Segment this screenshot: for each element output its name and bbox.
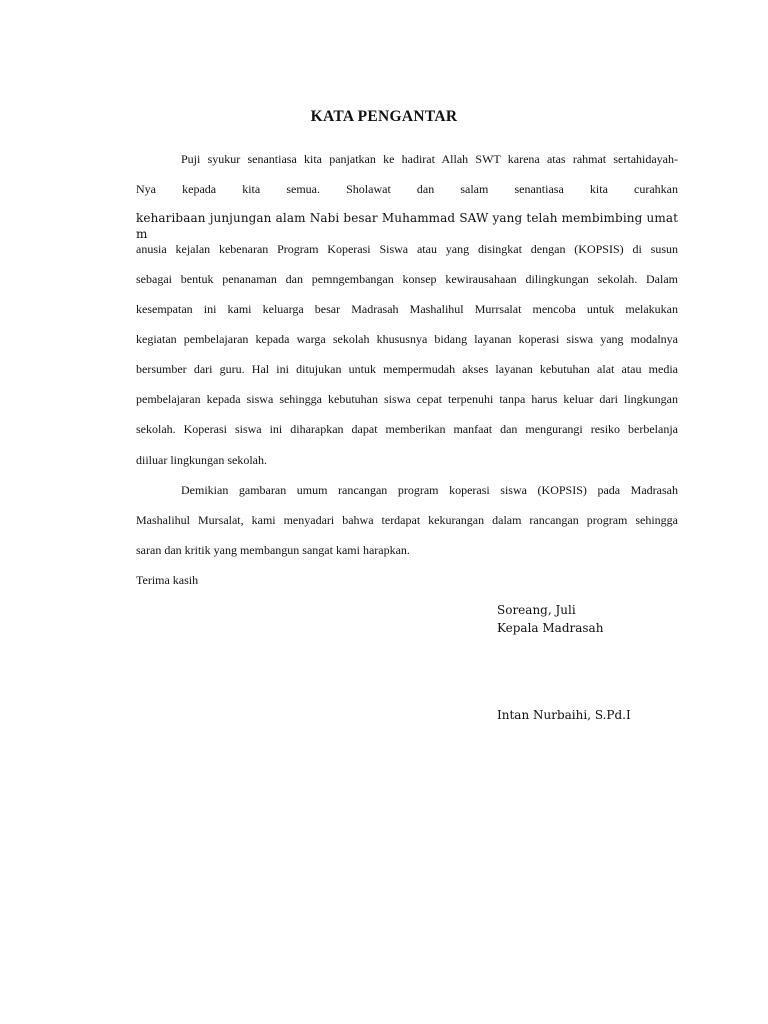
- paragraph-1-line-7: kegiatan pembelajaran kepada warga sekolah khususnya bidang layanan koperasi siswa yang modalnya: [136, 332, 678, 346]
- signature-place-date: Soreang, Juli: [497, 603, 576, 617]
- document-title: KATA PENGANTAR: [310, 108, 458, 125]
- paragraph-1-line-10: sekolah. Koperasi siswa ini diharapkan dapat memberikan manfaat dan mengurangi resiko berbelanja: [136, 422, 678, 436]
- paragraph-1-line-11: diiluar lingkungan sekolah.: [136, 453, 267, 467]
- signature-position: Kepala Madrasah: [497, 621, 604, 635]
- paragraph-1-line-5: sebagai bentuk penanaman dan pemngembangan konsep kewirausahaan dilingkungan sekolah. Dalam: [136, 272, 678, 286]
- paragraph-1-line-2: Nya kepada kita semua. Sholawat dan salam senantiasa kita curahkan: [136, 182, 678, 196]
- paragraph-1-line-3: keharibaan junjungan alam Nabi besar Muhammad SAW yang telah membimbing umat m: [136, 211, 678, 241]
- paragraph-1-line-9: pembelajaran kepada siswa sehingga kebutuhan siswa cepat terpenuhi tanpa harus keluar dari lingkungan: [136, 392, 678, 406]
- signature-name: Intan Nurbaihi, S.Pd.I: [497, 708, 631, 722]
- paragraph-2-line-3: saran dan kritik yang membangun sangat kami harapkan.: [136, 543, 410, 557]
- paragraph-1-line-8: bersumber dari guru. Hal ini ditujukan untuk mempermudah akses layanan kebutuhan alat atau media: [136, 362, 678, 376]
- paragraph-2-line-1: Demikian gambaran umum rancangan program koperasi siswa (KOPSIS) pada Madrasah: [181, 483, 678, 497]
- paragraph-1-line-6: kesempatan ini kami keluarga besar Madrasah Mashalihul Murrsalat mencoba untuk melakukan: [136, 302, 678, 316]
- paragraph-2-line-2: Mashalihul Mursalat, kami menyadari bahwa terdapat kekurangan dalam rancangan program sehingga: [136, 513, 678, 527]
- closing-text: Terima kasih: [136, 573, 199, 587]
- paragraph-1-line-4: anusia kejalan kebenaran Program Koperasi Siswa atau yang disingkat dengan (KOPSIS) di susun: [136, 242, 678, 256]
- paragraph-1-line-1: Puji syukur senantiasa kita panjatkan ke hadirat Allah SWT karena atas rahmat sertahidayah-: [181, 152, 678, 166]
